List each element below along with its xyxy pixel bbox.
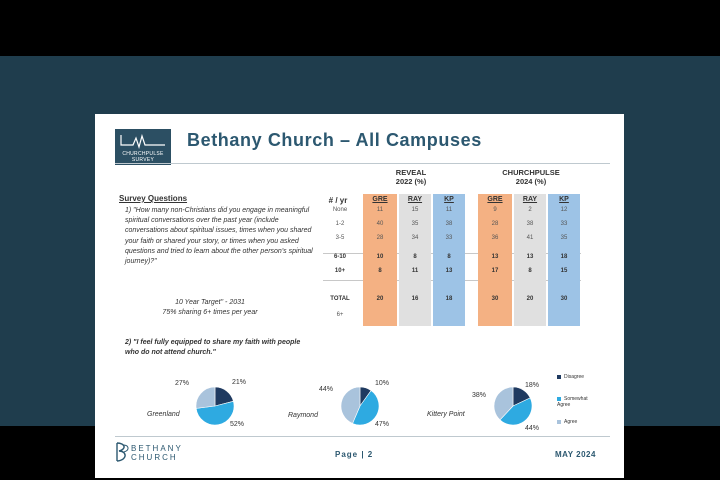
cell-3-5: 36 (491, 235, 499, 241)
bethany-brand (131, 444, 183, 462)
bethany-logo-icon (113, 441, 131, 463)
col-header: RAY (407, 196, 423, 203)
cell-none: 2 (528, 207, 532, 213)
footer-divider (115, 436, 610, 437)
pie-label-disagree: 18% (525, 382, 540, 389)
cell-3-5: 28 (376, 235, 384, 241)
cell-total: 30 (491, 296, 499, 302)
cell-6-10: 8 (447, 254, 451, 260)
title-divider (115, 163, 610, 164)
cell-3-5: 41 (526, 235, 534, 241)
brand-line-1: BETHANY (131, 444, 183, 453)
cell-none: 9 (493, 207, 497, 213)
legend-label: Somewhat Agree (557, 396, 588, 408)
pie-label-agree: 44% (319, 386, 334, 393)
cell-1-2: 38 (445, 221, 453, 227)
cell-3-5: 35 (560, 235, 568, 241)
cell-none: 12 (560, 207, 568, 213)
cell-10-plus: 8 (378, 268, 382, 274)
page-number: Page | 2 (335, 450, 374, 459)
cell-total: 16 (411, 296, 419, 302)
reveal-subtitle: 2022 (%) (395, 177, 427, 186)
footer-date: MAY 2024 (555, 450, 596, 459)
legend-somewhat (557, 396, 589, 408)
col-header: KP (559, 196, 569, 203)
pie-chart-kittery-point (493, 386, 533, 426)
churchpulse-subtitle: 2024 (%) (515, 177, 547, 186)
cell-1-2: 40 (376, 221, 384, 227)
target-line-2: 75% sharing 6+ times per year (162, 309, 258, 316)
pie-name-raymond: Raymond (288, 412, 318, 419)
cell-1-2: 28 (491, 221, 499, 227)
row-label-10-plus: 10+ (334, 268, 346, 274)
cell-10-plus: 8 (528, 268, 532, 274)
col-header: KP (444, 196, 454, 203)
legend-agree (557, 419, 577, 425)
cell-total: 30 (560, 296, 568, 302)
col-reveal-gre (363, 194, 397, 326)
churchpulse-logo (115, 129, 171, 165)
question-1: 1) "How many non-Christians did you engage in meaningful spiritual conversations over the past year (include conversations about spiritual issues, times when you shared your faith or shared your story, or times when you asked questions and tried to learn about the other person's spiritual journey)?" (125, 207, 313, 266)
churchpulse-group-header (491, 168, 571, 186)
pie-chart-raymond (340, 386, 380, 426)
col-pulse-gre (478, 194, 512, 326)
churchpulse-title: CHURCHPULSE (502, 168, 560, 177)
logo-text-line1: CHURCHPULSE (122, 151, 164, 157)
question-2: 2) "I feel fully equipped to share my faith with people who do not attend church." (125, 339, 301, 356)
cell-6-10: 10 (376, 254, 384, 260)
legend-swatch-somewhat (557, 397, 561, 401)
cell-total: 20 (376, 296, 384, 302)
per-year-header: # / yr (328, 196, 348, 205)
cell-10-plus: 17 (491, 268, 499, 274)
row-label-1-2: 1-2 (335, 221, 345, 227)
logo-text-line2: SURVEY (131, 157, 155, 163)
legend-label: Agree (564, 419, 578, 425)
row-label-6-10: 6-10 (333, 254, 346, 260)
cell-6-10: 8 (413, 254, 417, 260)
pie-chart-greenland (195, 386, 235, 426)
pie-name-greenland: Greenland (147, 411, 180, 418)
slide (95, 114, 624, 478)
cell-total: 18 (445, 296, 453, 302)
cell-10-plus: 11 (411, 268, 419, 274)
col-pulse-kp (548, 194, 580, 326)
pie-name-kittery-point: Kittery Point (427, 411, 465, 418)
legend-swatch-agree (557, 420, 561, 424)
legend-swatch-disagree (557, 375, 561, 379)
cell-3-5: 33 (445, 235, 453, 241)
col-reveal-ray (399, 194, 431, 326)
pie-label-agree: 38% (472, 392, 487, 399)
row-label-none: None (332, 207, 348, 213)
presentation-screen (0, 56, 720, 462)
cell-none: 11 (376, 207, 384, 213)
pie-label-agree: 27% (175, 380, 190, 387)
col-reveal-kp (433, 194, 465, 326)
col-header: GRE (372, 196, 388, 203)
pie-label-somewhat: 44% (525, 425, 540, 432)
pie-label-disagree: 21% (232, 379, 247, 386)
row-label-6-plus: 6+ (336, 312, 344, 318)
col-pulse-ray (514, 194, 546, 326)
pie-label-disagree: 10% (375, 380, 390, 387)
row-label-3-5: 3-5 (335, 235, 345, 241)
cell-1-2: 38 (526, 221, 534, 227)
slide-title: Bethany Church – All Campuses (187, 130, 482, 150)
cell-6-10: 18 (560, 254, 568, 260)
cell-none: 11 (445, 207, 453, 213)
pie-slice-agree (196, 387, 215, 408)
col-header: RAY (522, 196, 538, 203)
cell-1-2: 33 (560, 221, 568, 227)
survey-questions-heading: Survey Questions (119, 194, 188, 203)
cell-1-2: 35 (411, 221, 419, 227)
target-line-1: 10 Year Target" - 2031 (175, 299, 245, 306)
cell-10-plus: 13 (445, 268, 453, 274)
row-label-total: TOTAL (330, 296, 350, 302)
cell-6-10: 13 (491, 254, 499, 260)
cell-10-plus: 15 (560, 268, 568, 274)
brand-line-2: CHURCH (131, 453, 178, 462)
legend-label: Disagree (564, 374, 585, 380)
cell-6-10: 13 (526, 254, 534, 260)
pie-label-somewhat: 47% (375, 421, 390, 428)
pie-label-somewhat: 52% (230, 421, 245, 428)
col-header: GRE (487, 196, 503, 203)
legend-disagree (557, 374, 584, 380)
cell-none: 15 (411, 207, 419, 213)
target-text (135, 298, 285, 318)
pulse-icon (119, 133, 167, 149)
reveal-title: REVEAL (395, 168, 427, 177)
cell-total: 20 (526, 296, 534, 302)
reveal-group-header (381, 168, 441, 186)
cell-3-5: 34 (411, 235, 419, 241)
